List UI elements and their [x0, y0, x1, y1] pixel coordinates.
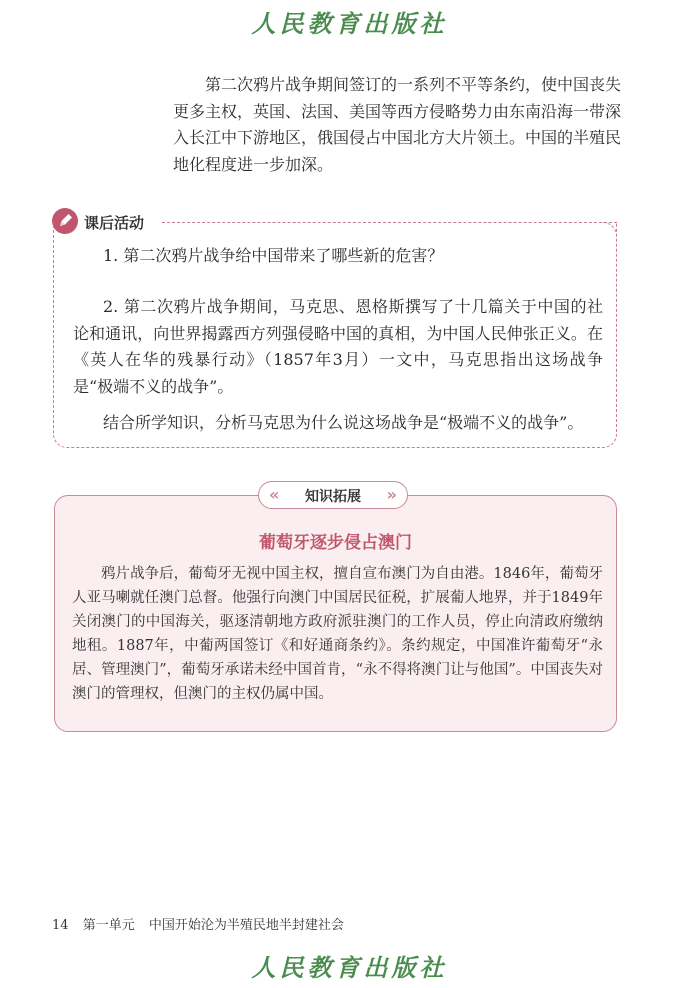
unit-label: 第一单元	[82, 918, 135, 933]
activity-title: 课后活动	[84, 214, 145, 232]
publisher-logo-top: 人民教育出版社	[251, 9, 448, 38]
activity-question-2: 2. 第二次鸦片战争期间，马克思、恩格斯撰写了十几篇关于中国的社论和通讯，向世界揭露西方列强侵略中国的真相，为中国人民伸张正义。在《英人在华的残暴行动》（1857年3月）一文中，马克思指出这场战争是“极端不义的战争”。	[73, 297, 603, 396]
publisher-logo-bottom: 人民教育出版社	[251, 953, 448, 982]
page-number: 14	[52, 918, 69, 933]
page-footer	[52, 914, 354, 933]
extension-tab	[258, 481, 408, 509]
extension-title: 葡萄牙逐步侵占澳门	[259, 533, 412, 553]
double-chevron-right-icon: »	[386, 485, 397, 504]
activity-question-1: 1. 第二次鸦片战争给中国带来了哪些新的危害？	[103, 246, 444, 265]
unit-title: 中国开始沦为半殖民地半封建社会	[148, 918, 344, 933]
intro-paragraph: 第二次鸦片战争期间签订的一系列不平等条约，使中国丧失更多主权，英国、法国、美国等西方侵略势力由东南沿海一带深入长江中下游地区，俄国侵占中国北方大片领土。中国的半殖民地化程度进一步加深。	[173, 75, 622, 174]
extension-body: 鸦片战争后，葡萄牙无视中国主权，擅自宣布澳门为自由港。1846年，葡萄牙人亚马喇就任澳门总督。他强行向澳门中国居民征税，扩展葡人地界，并于1849年关闭澳门的中国海关，驱逐清朝地方政府派驻澳门的工作人员，停止向清政府缴纳地租。1887年，中葡两国签订《和好通商条约》。条约规定，中国准许葡萄牙“永居、管理澳门”，葡萄牙承诺未经中国首肯，“永不得将澳门让与他国”。中国丧失对澳门的管理权，但澳门的主权仍属中国。	[72, 566, 603, 702]
activity-question-3: 结合所学知识，分析马克思为什么说这场战争是“极端不义的战争”。	[103, 413, 584, 432]
double-chevron-left-icon: «	[269, 485, 280, 504]
extension-tab-label: 知识拓展	[305, 489, 361, 505]
